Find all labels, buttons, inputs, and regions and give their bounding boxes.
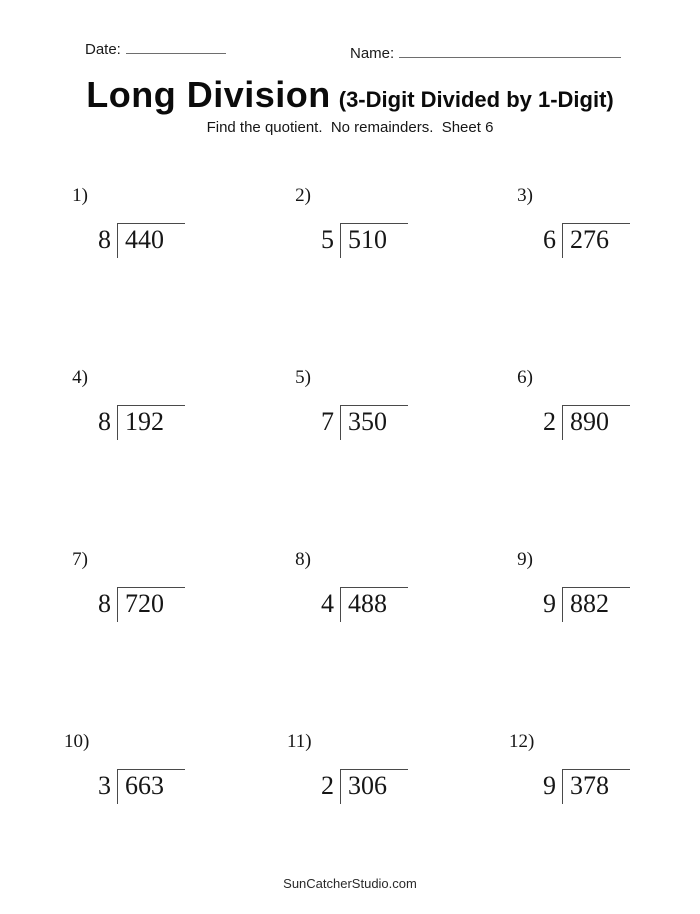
divisor: 4 — [321, 589, 334, 618]
dividend: 378 — [570, 771, 609, 800]
divisor: 8 — [98, 407, 111, 436]
dividend: 440 — [125, 225, 164, 254]
division-problem — [321, 587, 509, 622]
problem-number: 2) — [295, 185, 311, 206]
division-problem — [543, 587, 689, 622]
problem-cell-9 — [509, 550, 689, 732]
problem-cell-3 — [509, 186, 689, 368]
problems-grid — [64, 186, 689, 914]
problem-cell-2 — [287, 186, 509, 368]
divisor: 7 — [321, 407, 334, 436]
division-problem — [98, 405, 287, 440]
problem-cell-5 — [287, 368, 509, 550]
problem-cell-7 — [64, 550, 287, 732]
division-problem — [321, 223, 509, 258]
problem-number: 5) — [295, 367, 311, 388]
name-field — [350, 44, 621, 62]
problem-cell-4 — [64, 368, 287, 550]
dividend: 350 — [348, 407, 387, 436]
problem-number: 10) — [64, 731, 90, 752]
division-bracket — [340, 405, 408, 440]
divisor: 9 — [543, 771, 556, 800]
division-problem — [543, 769, 689, 804]
problem-number: 1) — [72, 185, 88, 206]
page-title-suffix: (3-Digit Divided by 1-Digit) — [338, 87, 614, 112]
division-bracket — [117, 223, 185, 258]
date-field — [85, 40, 226, 58]
division-bracket — [562, 587, 630, 622]
problem-number: 12) — [509, 731, 535, 752]
division-problem — [543, 405, 689, 440]
page-title: Long Division — [86, 74, 331, 115]
problem-number: 3) — [517, 185, 533, 206]
division-problem — [321, 769, 509, 804]
problem-cell-6 — [509, 368, 689, 550]
division-problem — [98, 223, 287, 258]
problem-number: 4) — [72, 367, 88, 388]
division-bracket — [562, 405, 630, 440]
dividend: 890 — [570, 407, 609, 436]
name-blank-line — [399, 44, 621, 58]
date-blank-line — [126, 40, 226, 54]
problem-number: 9) — [517, 549, 533, 570]
problem-cell-8 — [287, 550, 509, 732]
name-label: Name: — [350, 45, 395, 62]
division-problem — [98, 587, 287, 622]
footer-credit: SunCatcherStudio.com — [283, 876, 417, 891]
division-problem — [321, 405, 509, 440]
dividend: 882 — [570, 589, 609, 618]
division-bracket — [117, 405, 185, 440]
problem-number: 6) — [517, 367, 533, 388]
division-bracket — [340, 223, 408, 258]
divisor: 6 — [543, 225, 556, 254]
dividend: 510 — [348, 225, 387, 254]
problem-cell-1 — [64, 186, 287, 368]
divisor: 2 — [321, 771, 334, 800]
dividend: 720 — [125, 589, 164, 618]
division-bracket — [562, 769, 630, 804]
problem-number: 8) — [295, 549, 311, 570]
dividend: 306 — [348, 771, 387, 800]
problem-number: 11) — [287, 731, 312, 752]
divisor: 5 — [321, 225, 334, 254]
date-label: Date: — [85, 41, 121, 58]
divisor: 8 — [98, 589, 111, 618]
division-bracket — [562, 223, 630, 258]
dividend: 488 — [348, 589, 387, 618]
division-problem — [98, 769, 287, 804]
division-bracket — [117, 769, 185, 804]
dividend: 663 — [125, 771, 164, 800]
problem-number: 7) — [72, 549, 88, 570]
division-bracket — [340, 587, 408, 622]
divisor: 9 — [543, 589, 556, 618]
divisor: 8 — [98, 225, 111, 254]
worksheet-title-row — [0, 74, 700, 116]
divisor: 2 — [543, 407, 556, 436]
worksheet-instructions: Find the quotient. No remainders. Sheet 6 — [206, 119, 494, 136]
division-bracket — [340, 769, 408, 804]
division-problem — [543, 223, 689, 258]
divisor: 3 — [98, 771, 111, 800]
division-bracket — [117, 587, 185, 622]
dividend: 192 — [125, 407, 164, 436]
dividend: 276 — [570, 225, 609, 254]
